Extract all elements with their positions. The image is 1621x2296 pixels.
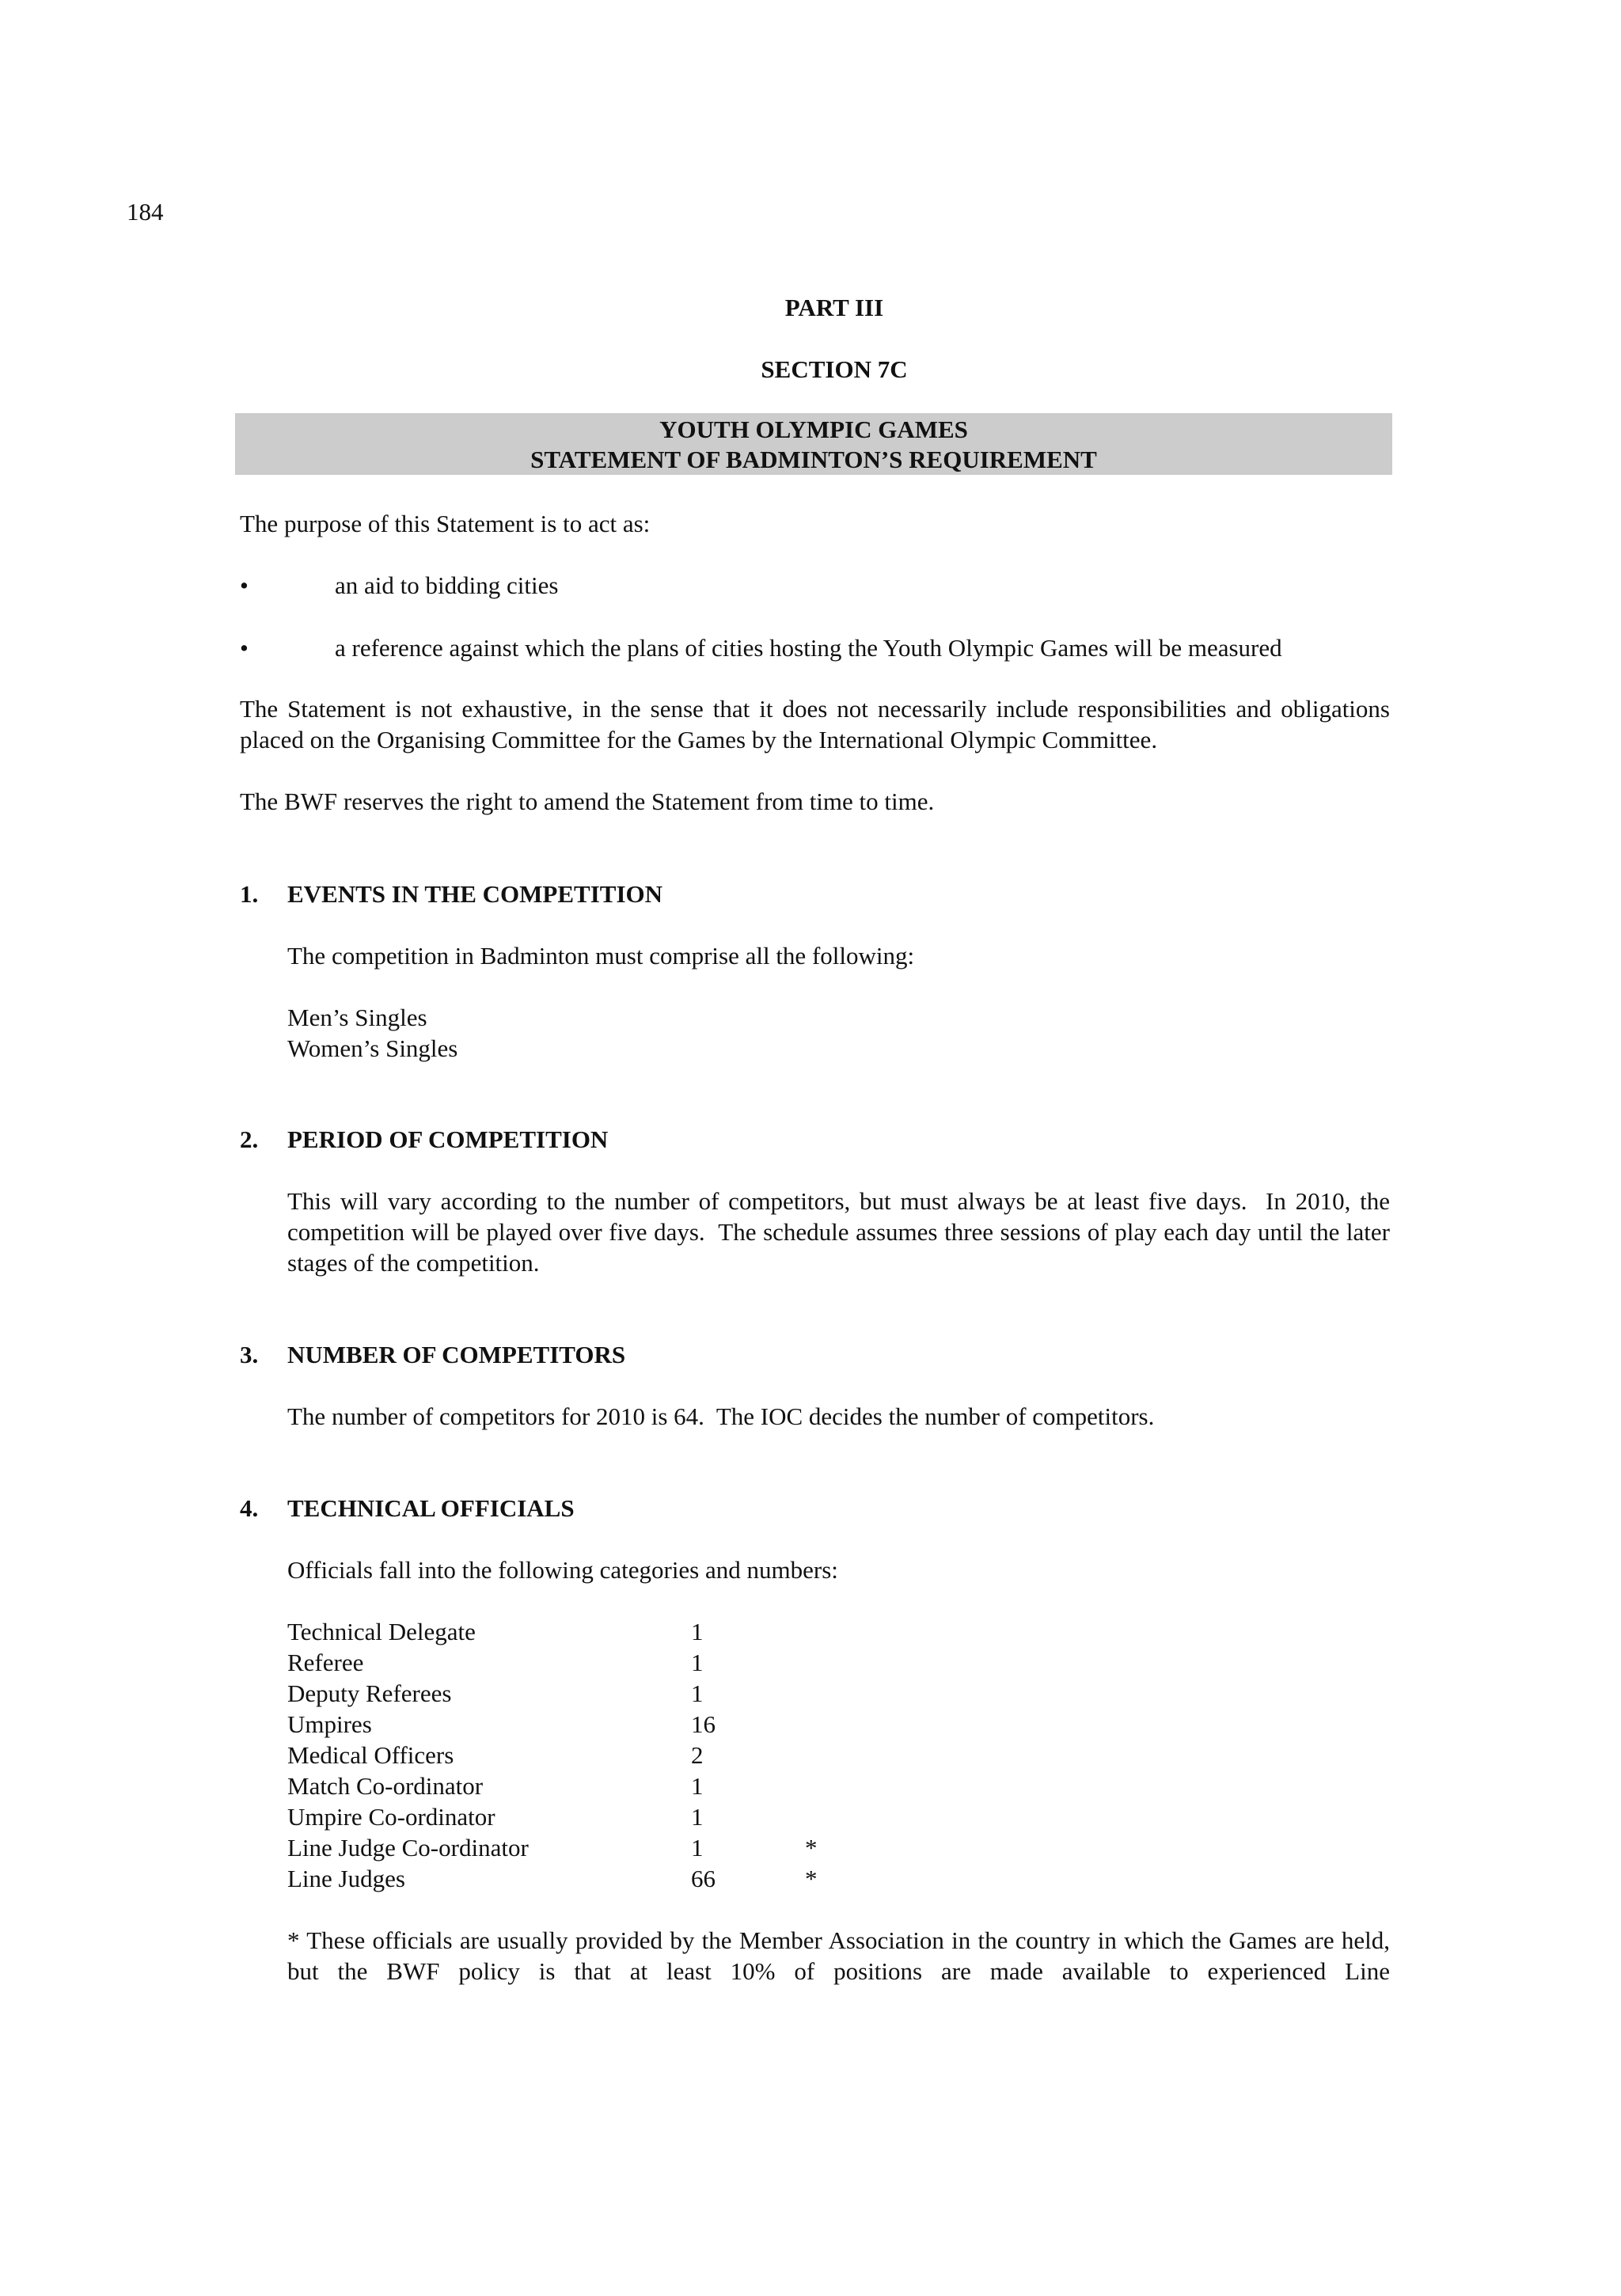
bullet-icon: • <box>240 634 249 662</box>
officials-footnote: * These officials are usually provided by the Member Association in the country in which the Games are held, but the BWF policy is that at least 10% of positions are made available to experienced Line <box>287 1926 1390 1985</box>
official-role: Match Co-ordinator <box>287 1772 484 1800</box>
official-role: Medical Officers <box>287 1741 454 1769</box>
bullet-item: an aid to bidding cities <box>335 571 559 599</box>
title-banner <box>235 413 1392 475</box>
official-count: 66 <box>691 1865 716 1892</box>
page-number: 184 <box>127 198 164 226</box>
official-count: 1 <box>691 1618 704 1645</box>
section-number: 2. <box>240 1125 259 1153</box>
asterisk-mark: * <box>805 1834 818 1861</box>
official-count: 1 <box>691 1803 704 1831</box>
banner-title-line1: YOUTH OLYMPIC GAMES <box>659 416 968 443</box>
event-item: Women’s Singles <box>287 1034 458 1062</box>
official-count: 16 <box>691 1710 716 1738</box>
section-text: Officials fall into the following categories and numbers: <box>287 1556 838 1584</box>
bwf-reserves-text: The BWF reserves the right to amend the Statement from time to time. <box>240 787 935 815</box>
official-count: 1 <box>691 1679 704 1707</box>
official-role: Line Judge Co-ordinator <box>287 1834 529 1861</box>
section-title-events: EVENTS IN THE COMPETITION <box>287 880 663 908</box>
banner-title-line2: STATEMENT OF BADMINTON’S REQUIREMENT <box>530 446 1097 473</box>
official-count: 1 <box>691 1834 704 1861</box>
section-title-period: PERIOD OF COMPETITION <box>287 1125 609 1153</box>
bullet-icon: • <box>240 571 249 599</box>
official-count: 1 <box>691 1649 704 1676</box>
section-number: 1. <box>240 880 259 908</box>
section-heading: SECTION 7C <box>761 355 908 383</box>
section-title-officials: TECHNICAL OFFICIALS <box>287 1494 575 1522</box>
section-text: The competition in Badminton must comprise all the following: <box>287 942 915 970</box>
section-text: This will vary according to the number of competitors, but must always be at least five days. In 2010, the competition will be played over five days. The schedule assumes three sessions of play each day until the later stages of the competition. <box>287 1187 1396 1277</box>
section-number: 3. <box>240 1341 259 1368</box>
official-role: Umpire Co-ordinator <box>287 1803 495 1831</box>
bullet-item: a reference against which the plans of cities hosting the Youth Olympic Games will be measured <box>335 634 1282 662</box>
official-count: 2 <box>691 1741 704 1769</box>
part-heading: PART III <box>784 294 884 321</box>
section-number: 4. <box>240 1494 259 1522</box>
event-item: Men’s Singles <box>287 1004 427 1031</box>
official-role: Referee <box>287 1649 364 1676</box>
official-role: Umpires <box>287 1710 372 1738</box>
section-title-competitors: NUMBER OF COMPETITORS <box>287 1341 626 1368</box>
official-role: Deputy Referees <box>287 1679 452 1707</box>
section-text: The number of competitors for 2010 is 64. The IOC decides the number of competitors. <box>287 1402 1155 1430</box>
official-role: Technical Delegate <box>287 1618 476 1645</box>
intro-text: The purpose of this Statement is to act as: <box>240 510 651 537</box>
official-role: Line Judges <box>287 1865 405 1892</box>
statement-note: The Statement is not exhaustive, in the sense that it does not necessarily include responsibilities and obligations placed on the Organising Committee for the Games by the International Olympic Committee. <box>240 695 1390 753</box>
official-count: 1 <box>691 1772 704 1800</box>
asterisk-mark: * <box>805 1865 818 1892</box>
